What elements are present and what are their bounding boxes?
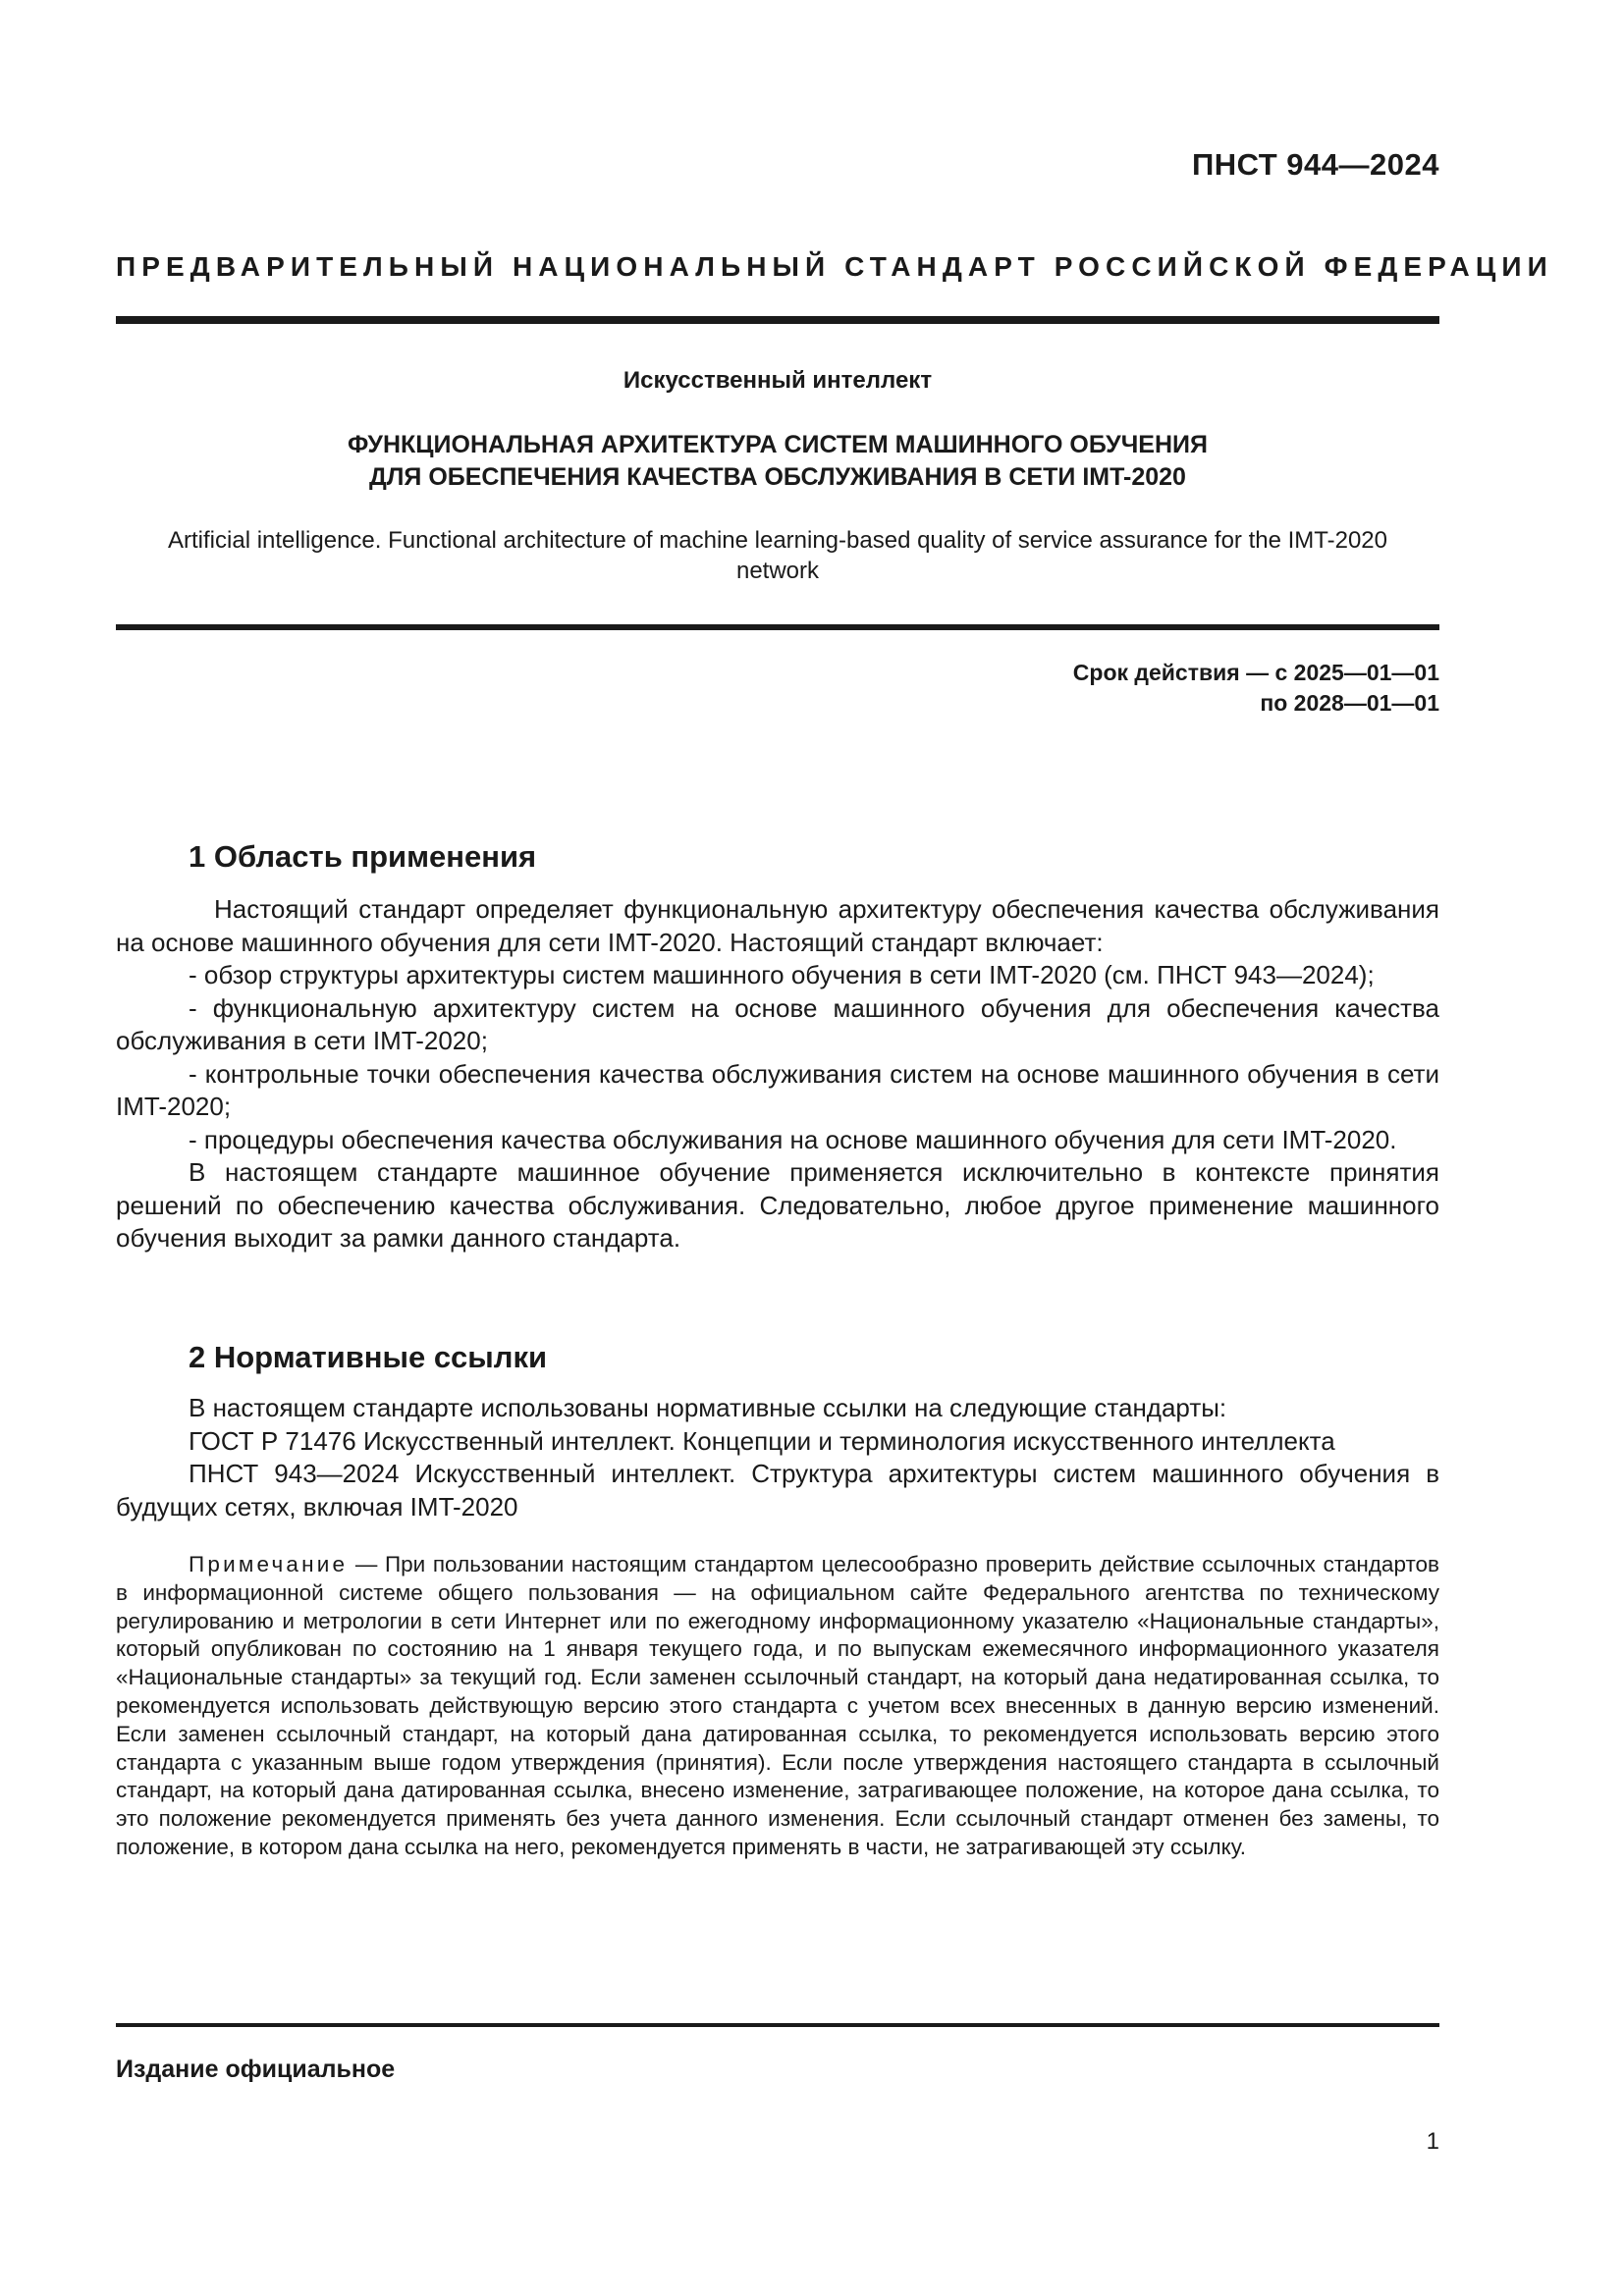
- section-1-body: [116, 893, 1439, 1255]
- footer-divider: [116, 2023, 1439, 2027]
- header-divider: [116, 316, 1439, 324]
- standard-type-title: ПРЕДВАРИТЕЛЬНЫЙ НАЦИОНАЛЬНЫЙ СТАНДАРТ РОССИЙСКОЙ ФЕДЕРАЦИИ: [116, 251, 1553, 282]
- validity-end: по 2028—01—01: [1260, 690, 1439, 716]
- section-2-body: [116, 1392, 1439, 1523]
- section-2-intro: В настоящем стандарте использованы нормативные ссылки на следующие стандарты:: [189, 1393, 1227, 1422]
- normative-reference: ГОСТ Р 71476 Искусственный интеллект. Концепции и терминология искусственного интеллекта: [189, 1425, 1335, 1456]
- section-2-heading: 2 Нормативные ссылки: [189, 1340, 548, 1374]
- page-number: 1: [1426, 2128, 1439, 2155]
- section-1-paragraph: Настоящий стандарт определяет функциональную архитектуру обеспечения качества обслуживания на основе машинного обучения для сети IMT-2020. Настоящий стандарт включает:: [116, 894, 1439, 957]
- normative-reference: ПНСТ 943—2024 Искусственный интеллект. Структура архитектуры систем машинного обучения в будущих сетях, включая IMT-2020: [116, 1459, 1439, 1522]
- note-text: — При пользовании настоящим стандартом целесообразно проверить действие ссылочных стандартов в информационной системе общего пользования — на официальном сайте Федерального агентства по техническому регулированию и метрологии в сети Интернет или по ежегодному информационному указателю «Национальные стандарты», который опубликован по состоянию на 1 января текущего года, и по выпускам ежемесячного информационного указателя «Национальные стандарты» за текущий год. Если заменен ссылочный стандарт, на который дана недатированная ссылка, то рекомендуется использовать действующую версию этого стандарта с учетом всех внесенных в данную версию изменений. Если заменен ссылочный стандарт, на который дана датированная ссылка, то рекомендуется использовать версию этого стандарта с указанным выше годом утверждения (принятия). Если после утверждения настоящего стандарта в ссылочный стандарт, на который дана датированная ссылка, внесено изменение, затрагивающее положение, на которое дана ссылка, то это положение рекомендуется применять без учета данного изменения. Если ссылочный стандарт отменен без замены, то положение, в котором дана ссылка на него, рекомендуется применять в части, не затрагивающей эту ссылку.: [116, 1552, 1439, 1859]
- title-english-line-2: network: [735, 558, 820, 584]
- section-1-heading: 1 Область применения: [189, 839, 537, 874]
- title-russian-line-2: ДЛЯ ОБЕСПЕЧЕНИЯ КАЧЕСТВА ОБСЛУЖИВАНИЯ В СЕТИ IMT-2020: [369, 463, 1186, 491]
- section-1-list-item: - процедуры обеспечения качества обслуживания на основе машинного обучения для сети IMT-2020.: [189, 1124, 1397, 1154]
- title-russian-line-1: ФУНКЦИОНАЛЬНАЯ АРХИТЕКТУРА СИСТЕМ МАШИННОГО ОБУЧЕНИЯ: [348, 431, 1208, 458]
- title-divider: [116, 624, 1439, 630]
- section-1-paragraph: В настоящем стандарте машинное обучение применяется исключительно в контексте принятия решений по обеспечению качества обслуживания. Следовательно, любое другое применение машинного обучения выходит за рамки данного стандарта.: [116, 1157, 1439, 1253]
- section-1-list-item: - обзор структуры архитектуры систем машинного обучения в сети IMT-2020 (см. ПНСТ 943—2024);: [189, 960, 1375, 989]
- validity-period: [1073, 658, 1439, 719]
- reference-note: [116, 1551, 1439, 1862]
- document-number: ПНСТ 944—2024: [1191, 147, 1439, 182]
- section-1-list-item: - функциональную архитектуру систем на основе машинного обучения для обеспечения качества обслуживания в сети IMT-2020;: [116, 992, 1439, 1055]
- section-1-list-item: - контрольные точки обеспечения качества обслуживания систем на основе машинного обучения в сети IMT-2020;: [116, 1058, 1439, 1121]
- title-english-line-1: Artificial intelligence. Functional architecture of machine learning-based quality of service assurance for the IMT-2020: [168, 527, 1387, 554]
- validity-start: Срок действия — с 2025—01—01: [1072, 660, 1439, 685]
- official-edition-label: Издание официальное: [116, 2056, 396, 2083]
- title-english: [116, 525, 1439, 586]
- title-russian: [116, 429, 1439, 494]
- note-label: Примечание: [189, 1552, 349, 1576]
- subject-heading: Искусственный интеллект: [623, 367, 933, 394]
